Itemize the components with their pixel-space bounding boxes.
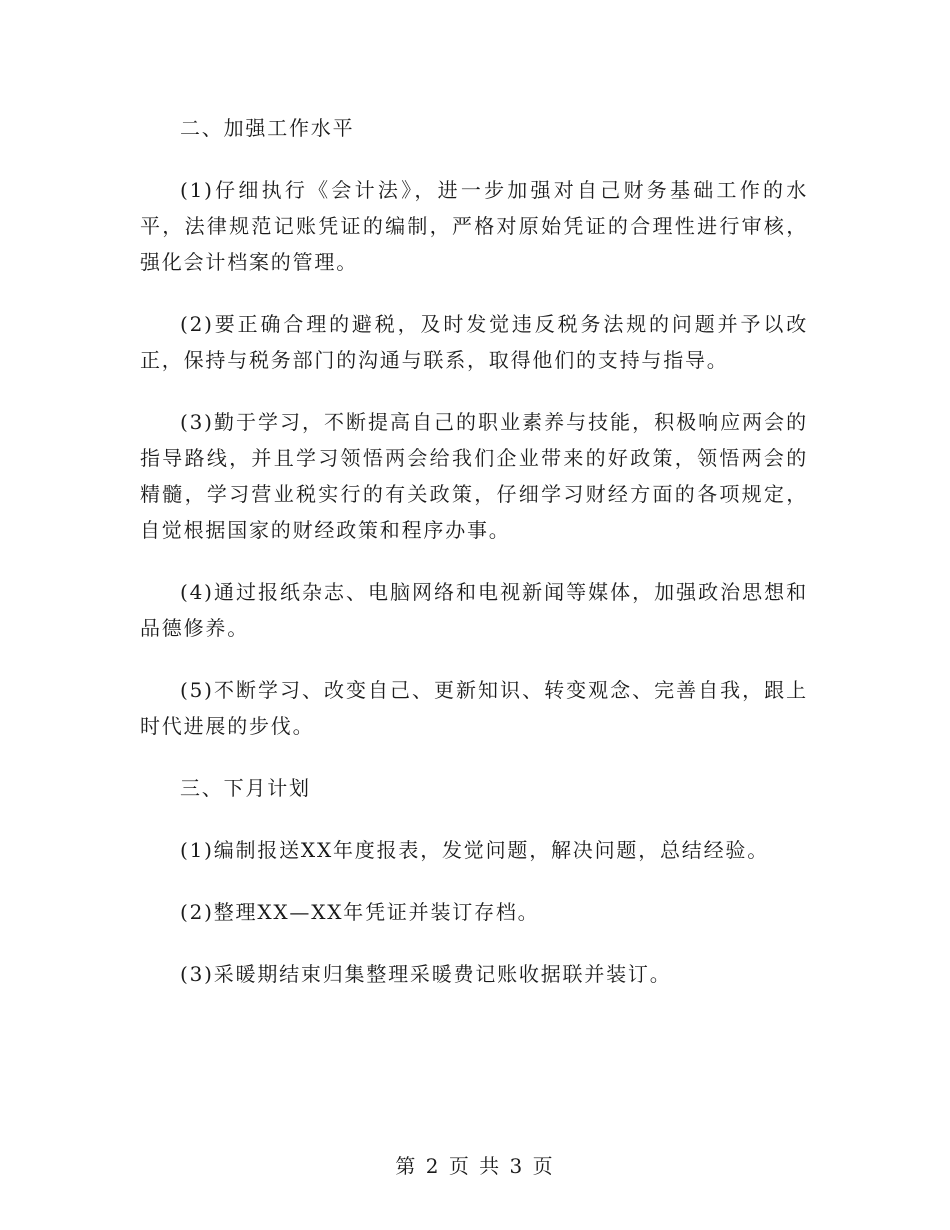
list-item: (1)编制报送XX年度报表，发觉问题，解决问题，总结经验。 xyxy=(180,838,770,862)
list-item: (2)要正确合理的避税，及时发觉违反税务法规的问题并予以改正，保持与税务部门的沟通与联系，取得他们的支持与指导。 xyxy=(140,312,808,372)
document-body xyxy=(140,110,808,1018)
section-heading: 二、加强工作水平 xyxy=(180,116,355,140)
list-item: (1)仔细执行《会计法》，进一步加强对自己财务基础工作的水平，法律规范记账凭证的编制，严格对原始凭证的合理性进行审核，强化会计档案的管理。 xyxy=(140,178,808,274)
list-item: (3)勤于学习，不断提高自己的职业素养与技能，积极响应两会的指导路线，并且学习领悟两会给我们企业带来的好政策，领悟两会的精髓，学习营业税实行的有关政策，仔细学习财经方面的各项规定，自觉根据国家的财经政策和程序办事。 xyxy=(140,410,808,542)
list-item: (2)整理XX—XX年凭证并装订存档。 xyxy=(180,900,540,924)
list-item: (4)通过报纸杂志、电脑网络和电视新闻等媒体，加强政治思想和品德修养。 xyxy=(140,580,808,640)
list-item: (3)采暖期结束归集整理采暖费记账收据联并装订。 xyxy=(180,962,672,986)
list-item: (5)不断学习、改变自己、更新知识、转变观念、完善自我，跟上时代进展的步伐。 xyxy=(140,678,808,738)
page-number-footer: 第 2 页 共 3 页 xyxy=(395,1154,555,1178)
section-heading: 三、下月计划 xyxy=(180,776,311,800)
